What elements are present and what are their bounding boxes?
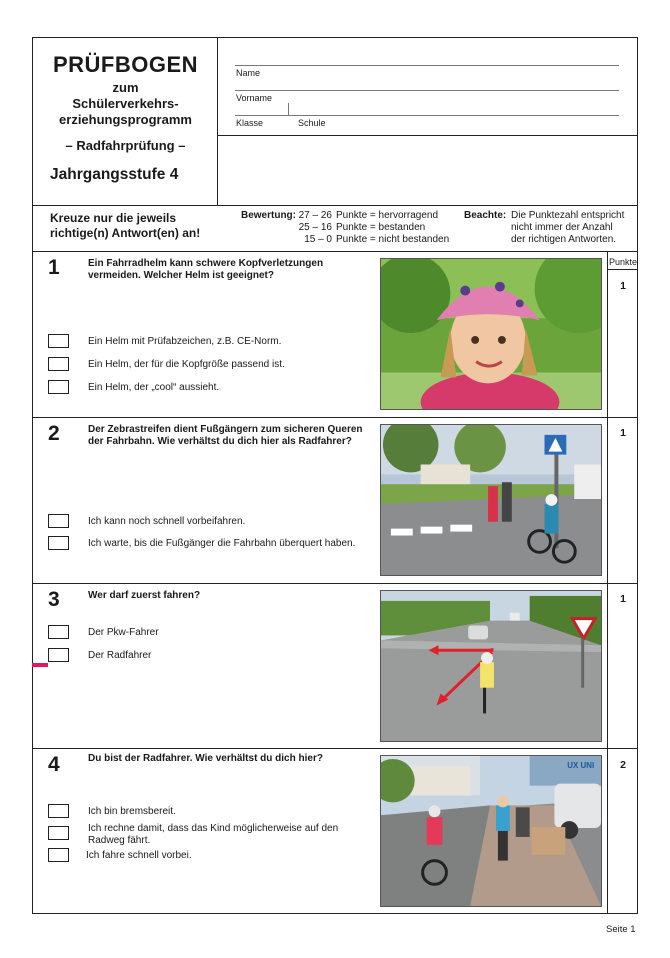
subtitle-line-1: zum xyxy=(112,80,139,95)
q2-checkbox-1[interactable] xyxy=(48,514,69,528)
q2-option-1: Ich kann noch schnell vorbeifahren. xyxy=(88,516,246,527)
q3-number: 3 xyxy=(48,588,60,611)
q2-photo-crosswalk xyxy=(380,424,602,576)
q3-points: 1 xyxy=(620,593,626,605)
class-school-divider xyxy=(288,103,289,115)
q1-points: 1 xyxy=(620,280,626,292)
q4-option-2: Ich rechne damit, dass das Kind möglicherweise auf den Radweg fährt. xyxy=(88,823,339,846)
q1-checkbox-1[interactable] xyxy=(48,334,69,348)
q4-checkbox-3[interactable] xyxy=(48,848,69,862)
q2-bottom-line xyxy=(32,583,638,584)
instruction-line-2: richtige(n) Antwort(en) an! xyxy=(50,226,201,240)
q4-photo-sign-text: UX UNI xyxy=(567,760,595,770)
rating-range-2: 25 – 16 xyxy=(298,222,332,233)
subtitle-line-3: erziehungsprogramm xyxy=(59,112,192,127)
q1-option-3: Ein Helm, der „cool“ aussieht. xyxy=(88,382,220,393)
rating-range-1: 27 – 26 xyxy=(298,210,332,221)
grade-level: Jahrgangsstufe 4 xyxy=(50,166,179,183)
q3-text: Wer darf zuerst fahren? xyxy=(88,590,201,601)
firstname-line[interactable] xyxy=(235,90,619,91)
q3-bottom-line xyxy=(32,748,638,749)
name-label: Name xyxy=(236,68,261,78)
q4-option-3: Ich fahre schnell vorbei. xyxy=(86,850,192,861)
q2-text: Der Zebrastreifen dient Fußgängern zum sicheren Queren der Fahrbahn. Wie verhältst du dich hier als Radfahrer? xyxy=(88,424,363,447)
instructions-bottom-line xyxy=(32,251,638,252)
school-label: Schule xyxy=(298,118,326,128)
q3-checkbox-1[interactable] xyxy=(48,625,69,639)
q3-option-2: Der Radfahrer xyxy=(88,650,152,661)
q3-checkbox-2[interactable] xyxy=(48,648,69,662)
form-title: PRÜFBOGEN xyxy=(52,52,199,77)
points-header-line xyxy=(607,269,638,270)
q1-text: Ein Fahrradhelm kann schwere Kopfverletzungen vermeiden. Welcher Helm ist geeignet? xyxy=(88,258,324,281)
q4-text: Du bist der Radfahrer. Wie verhältst du dich hier? xyxy=(88,753,323,764)
q4-checkbox-2[interactable] xyxy=(48,826,69,840)
rating-range-3: 15 – 0 xyxy=(304,234,332,245)
q3-photo-intersection xyxy=(380,590,602,742)
q4-checkbox-1[interactable] xyxy=(48,804,69,818)
q4-photo-bike-path xyxy=(380,755,602,907)
instruction-line-1: Kreuze nur die jeweils xyxy=(50,211,177,225)
q1-photo-helmet xyxy=(380,258,602,410)
rating-text-2: Punkte = bestanden xyxy=(336,222,426,233)
note-line-2: nicht immer der Anzahl xyxy=(511,222,613,233)
note-label: Beachte: xyxy=(464,210,507,221)
rating-text-3: Punkte = nicht bestanden xyxy=(336,234,450,245)
q3-option-1: Der Pkw-Fahrer xyxy=(88,627,159,638)
q2-points: 1 xyxy=(620,427,626,439)
subtitle-line-2: Schülerverkehrs- xyxy=(72,96,179,111)
q4-points: 2 xyxy=(620,759,626,771)
q4-option-1: Ich bin bremsbereit. xyxy=(88,806,176,817)
name-line[interactable] xyxy=(235,65,619,66)
q2-option-2: Ich warte, bis die Fußgänger die Fahrbahn überquert haben. xyxy=(88,538,356,549)
note-line-3: der richtigen Antworten. xyxy=(511,234,617,245)
exam-type: – Radfahrprüfung – xyxy=(65,138,186,153)
q2-number: 2 xyxy=(48,422,60,445)
q1-bottom-line xyxy=(32,417,638,418)
accent-marker xyxy=(32,663,48,667)
header-inner-line xyxy=(217,135,638,136)
note-line-1: Die Punktezahl entspricht xyxy=(511,210,625,221)
q4-number: 4 xyxy=(48,753,60,776)
q1-checkbox-3[interactable] xyxy=(48,380,69,394)
class-school-line[interactable] xyxy=(235,115,619,116)
q2-checkbox-2[interactable] xyxy=(48,536,69,550)
q1-option-1: Ein Helm mit Prüfabzeichen, z.B. CE-Norm. xyxy=(88,336,282,347)
points-header: Punkte xyxy=(608,257,638,267)
q1-checkbox-2[interactable] xyxy=(48,357,69,371)
q1-number: 1 xyxy=(48,256,60,279)
rating-text-1: Punkte = hervorragend xyxy=(336,210,439,221)
class-label: Klasse xyxy=(236,118,264,128)
rating-label: Bewertung: xyxy=(241,210,296,221)
page-number: Seite 1 xyxy=(606,924,636,935)
q1-option-2: Ein Helm, der für die Kopfgröße passend ist. xyxy=(88,359,285,370)
header-bottom-line xyxy=(32,205,638,206)
firstname-label: Vorname xyxy=(236,93,273,103)
